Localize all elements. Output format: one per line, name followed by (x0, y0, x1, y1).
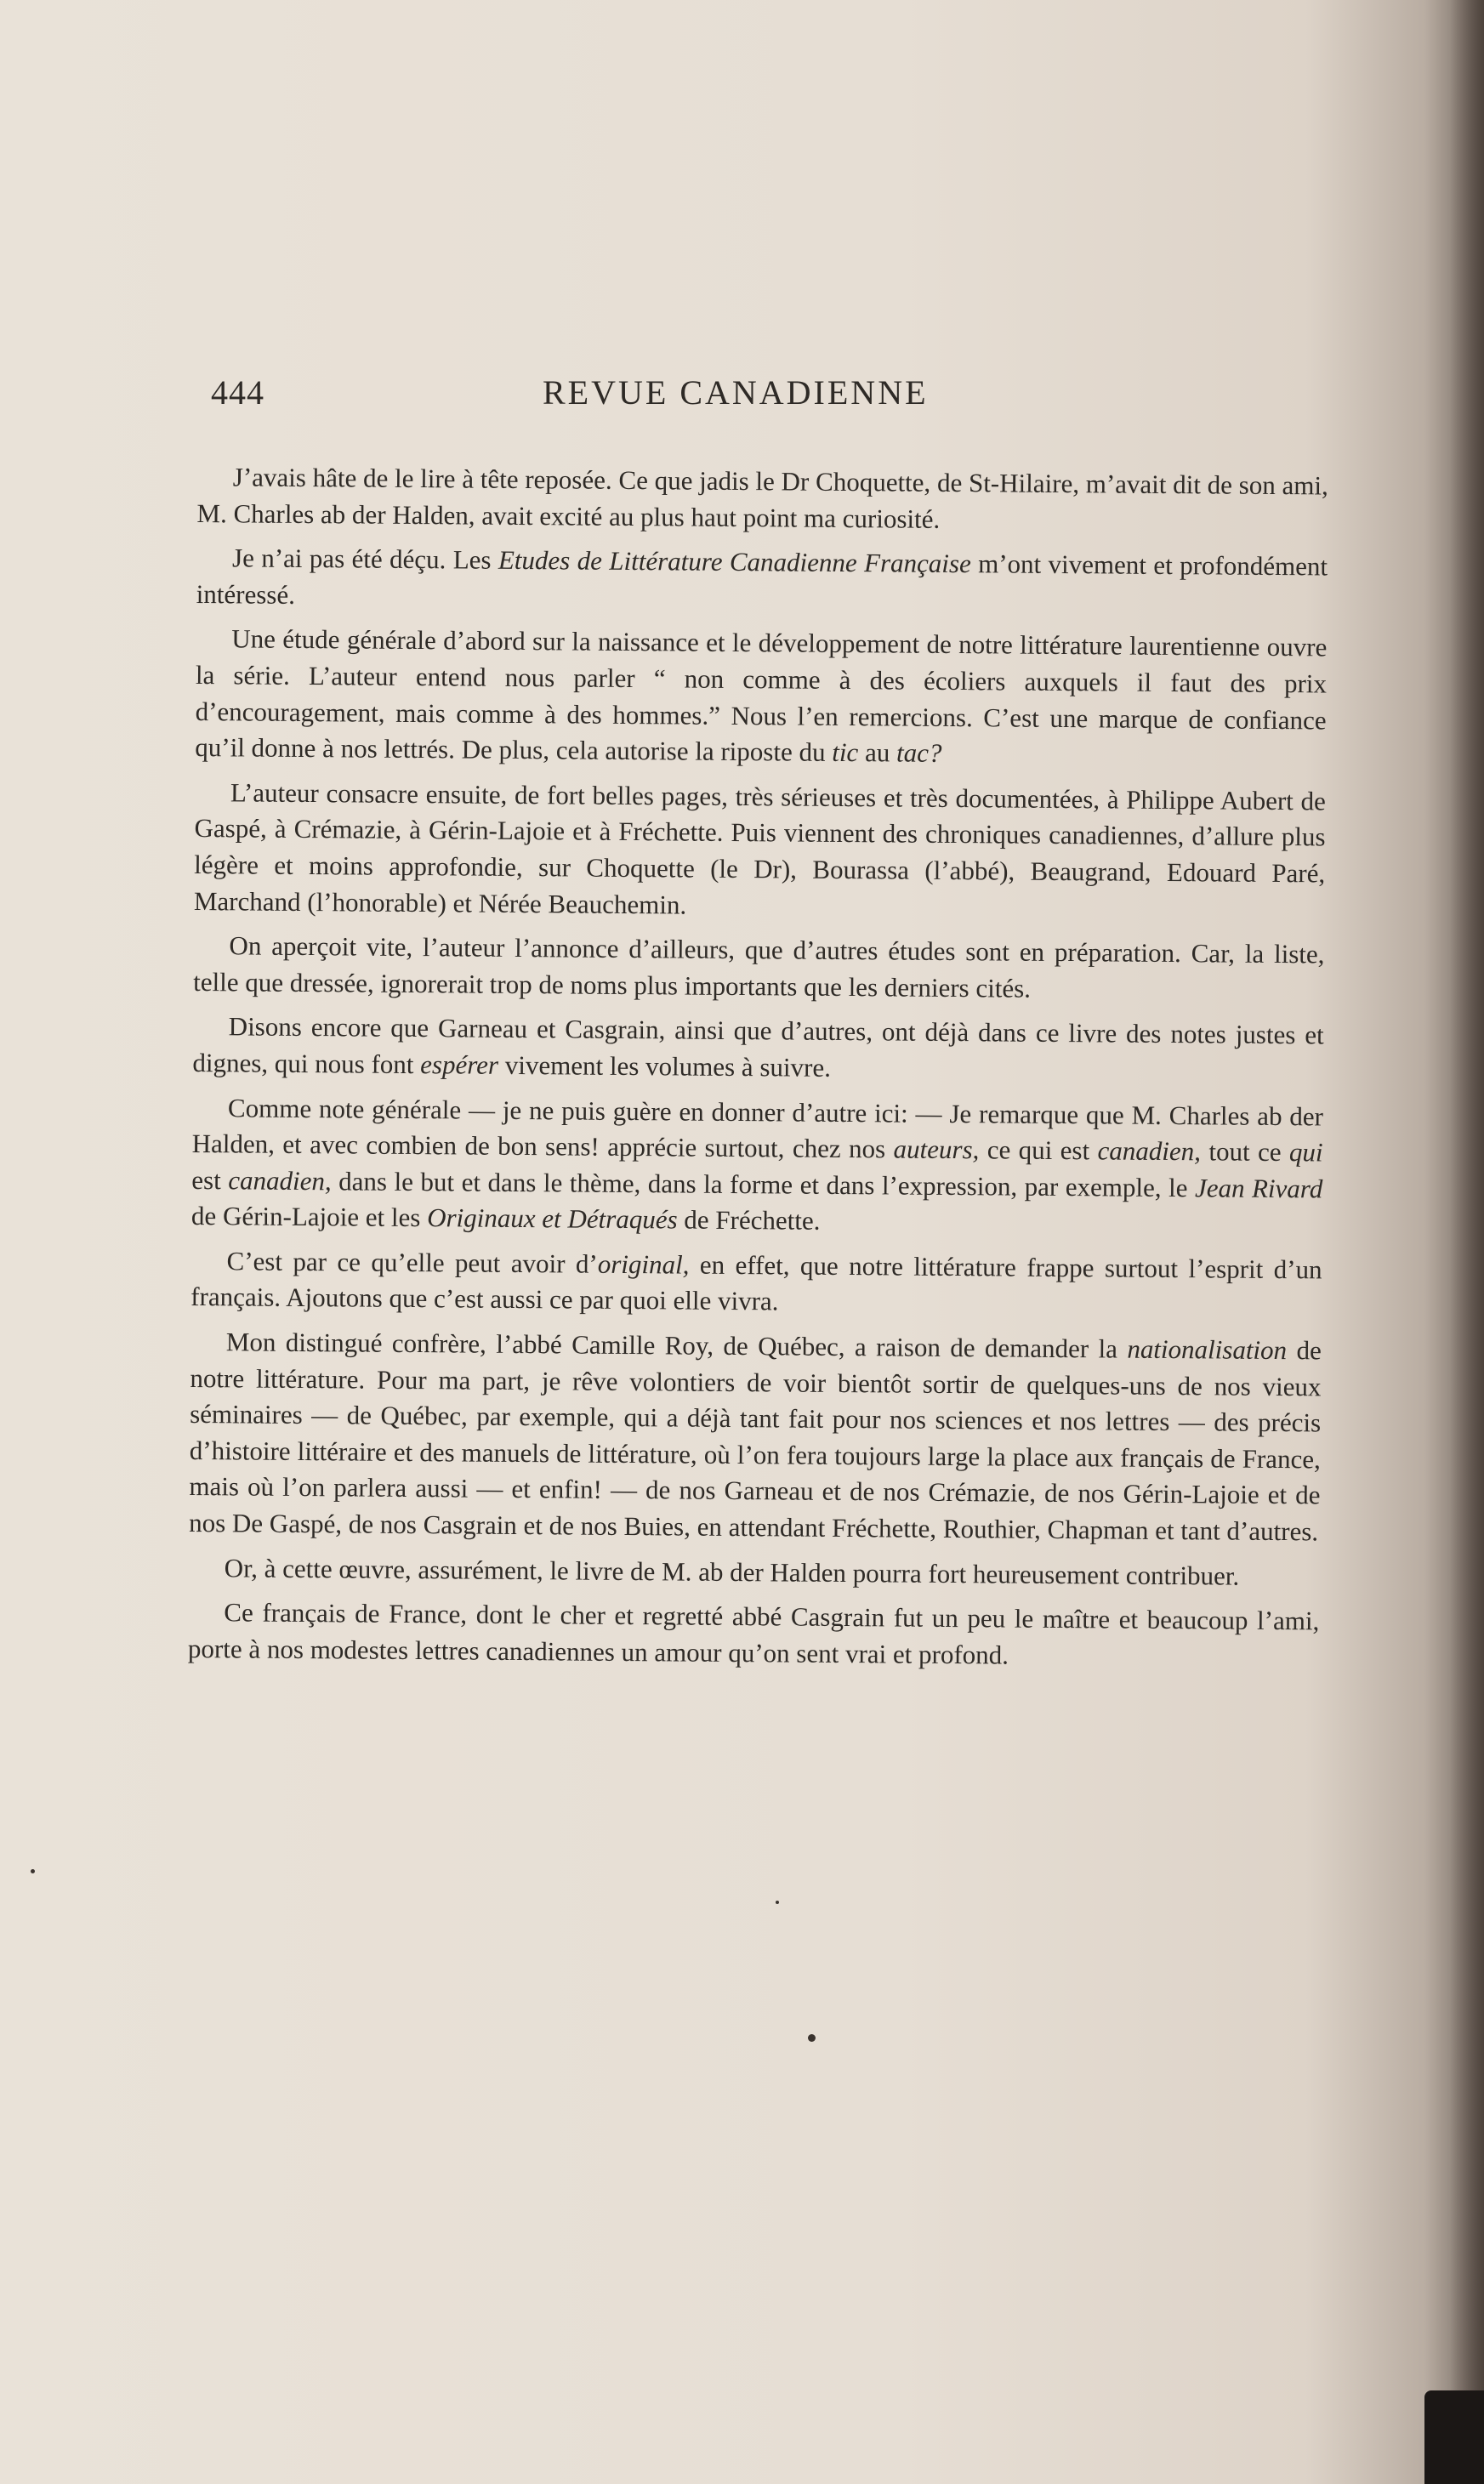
italic-text: auteurs, (893, 1134, 980, 1165)
page-number: 444 (211, 373, 264, 412)
text-run: en effet, que notre littérature frappe surtout l’esprit d’un français. Ajoutons que c’est aussi ce par quoi elle vivra. (190, 1249, 1322, 1316)
text-run: Une étude générale d’abord sur la naissance et le développement de notre littérature laurentienne ouvre la série. L’auteur entend nous parler “ non comme à des écoliers auxquels il faut des prix d’encouragement, mais comme à des hommes.” Nous l’en remercions. C’est une marque de confiance qu’il donne à nos lettrés. De plus, cela autorise la riposte du (195, 623, 1328, 768)
text-run: est (191, 1164, 229, 1195)
italic-text: Jean Rivard (1194, 1172, 1323, 1204)
running-title: REVUE CANADIENNE (543, 373, 929, 412)
text-run: C’est par ce qu’elle peut avoir d’ (226, 1246, 598, 1279)
article-body (188, 459, 1328, 1685)
text-run: dans le but et dans le thème, dans la forme et dans l’expression, par exemple, le (331, 1165, 1196, 1202)
text-run: L’auteur consacre ensuite, de fort belles pages, très sérieuses et très documentées, à Philippe Aubert de Gaspé, à Crémazie, à Gérin-Lajoie et à Fréchette. Puis viennent des chroniques canadiennes, d’allure plus légère et moins approfondie, sur Choquette (le Dr), Bourassa (l’abbé), Beaugrand, Edouard Paré, Marchand (l’honorable) et Nérée Beauchemin. (193, 777, 1327, 920)
text-run: au (858, 737, 897, 768)
text-run: de notre littérature. Pour ma part, je rêve volontiers de voir bientôt sortir de quelques-uns de nos vieux séminaires — de Québec, par exemple, qui a déjà tant fait pour nos sciences et nos lettres — des précis d’histoire littéraire et des manuels de littérature, où l’on fera toujours large la place aux français de France, mais où l’on parlera aussi — et enfin! — de nos Garneau et de nos Crémazie, de nos Gérin-Lajoie et de nos De Gaspé, de nos Casgrain et de nos Buies, en attendant Fréchette, Routhier, Chapman et tant d’autres. (189, 1335, 1322, 1547)
paragraph (188, 1594, 1320, 1676)
binding-shadow (1450, 0, 1484, 2484)
text-run: tout ce (1200, 1136, 1290, 1168)
italic-text: qui (1288, 1137, 1323, 1168)
ink-speck (808, 2034, 816, 2042)
text-run: On aperçoit vite, l’auteur l’annonce d’ailleurs, que d’autres études sont en préparation. Car, la liste, telle que dressée, ignorerait trop de noms plus importants que les derniers cités. (193, 930, 1325, 1003)
text-run: Je n’ai pas été déçu. Les (231, 543, 499, 575)
text-run: Disons encore que Garneau et Casgrain, ainsi que d’autres, ont déjà dans ce livre des notes justes et dignes, qui nous font (192, 1011, 1324, 1079)
paragraph (193, 928, 1325, 1009)
ink-speck (31, 1869, 35, 1873)
paragraph (196, 540, 1328, 622)
italic-text: nationalisation (1127, 1333, 1288, 1366)
text-run: Mon distingué confrère, l’abbé Camille Roy, de Québec, a raison de demander la (225, 1327, 1128, 1364)
text-run: ce qui est (979, 1134, 1098, 1166)
paragraph (192, 1009, 1324, 1090)
italic-text: Etudes de Littérature Canadienne Française (498, 544, 971, 579)
text-run: Ce français de France, dont le cher et regretté abbé Casgrain fut un peu le maître et beaucoup l’ami, porte à nos modestes lettres canadiennes un amour qu’on sent vrai et profond. (187, 1597, 1320, 1670)
italic-text: Originaux et Détraqués (427, 1202, 678, 1235)
text-run: vivement les volumes à suivre. (498, 1049, 832, 1083)
text-run: Or, à cette œuvre, assurément, le livre de M. ab der Halden pourra fort heureusement contribuer. (224, 1552, 1240, 1591)
text-run: de Gérin-Lajoie et les (190, 1201, 428, 1233)
italic-text: tic (832, 737, 859, 768)
paragraph (189, 1324, 1322, 1550)
text-run: m’ont vivement et profondément intéressé. (196, 549, 1328, 610)
italic-text: original, (597, 1248, 690, 1280)
italic-text: canadien, (228, 1164, 332, 1196)
scan-corner (1424, 2390, 1484, 2484)
text-run: Comme note générale — je ne puis guère en donner d’autre ici: — Je remarque que M. Charles ab der Halden, et avec combien de bon sens! apprécie surtout, chez nos (191, 1092, 1324, 1164)
paragraph (195, 621, 1327, 775)
page-header (211, 372, 1316, 423)
italic-text: canadien, (1097, 1135, 1202, 1167)
italic-text: espérer (420, 1049, 499, 1080)
text-run: de Fréchette. (677, 1204, 821, 1236)
paragraph (190, 1243, 1322, 1325)
ink-speck (776, 1901, 779, 1904)
text-run: J’avais hâte de le lire à tête reposée. Ce que jadis le Dr Choquette, de St-Hilaire, m’avait dit de son ami, M. Charles ab der Halden, avait excité au plus haut point ma curiosité. (196, 462, 1328, 534)
paragraph (194, 775, 1326, 929)
paragraph (196, 459, 1328, 541)
paragraph (191, 1089, 1323, 1243)
paragraph (189, 1550, 1320, 1595)
italic-text: tac? (896, 737, 942, 769)
